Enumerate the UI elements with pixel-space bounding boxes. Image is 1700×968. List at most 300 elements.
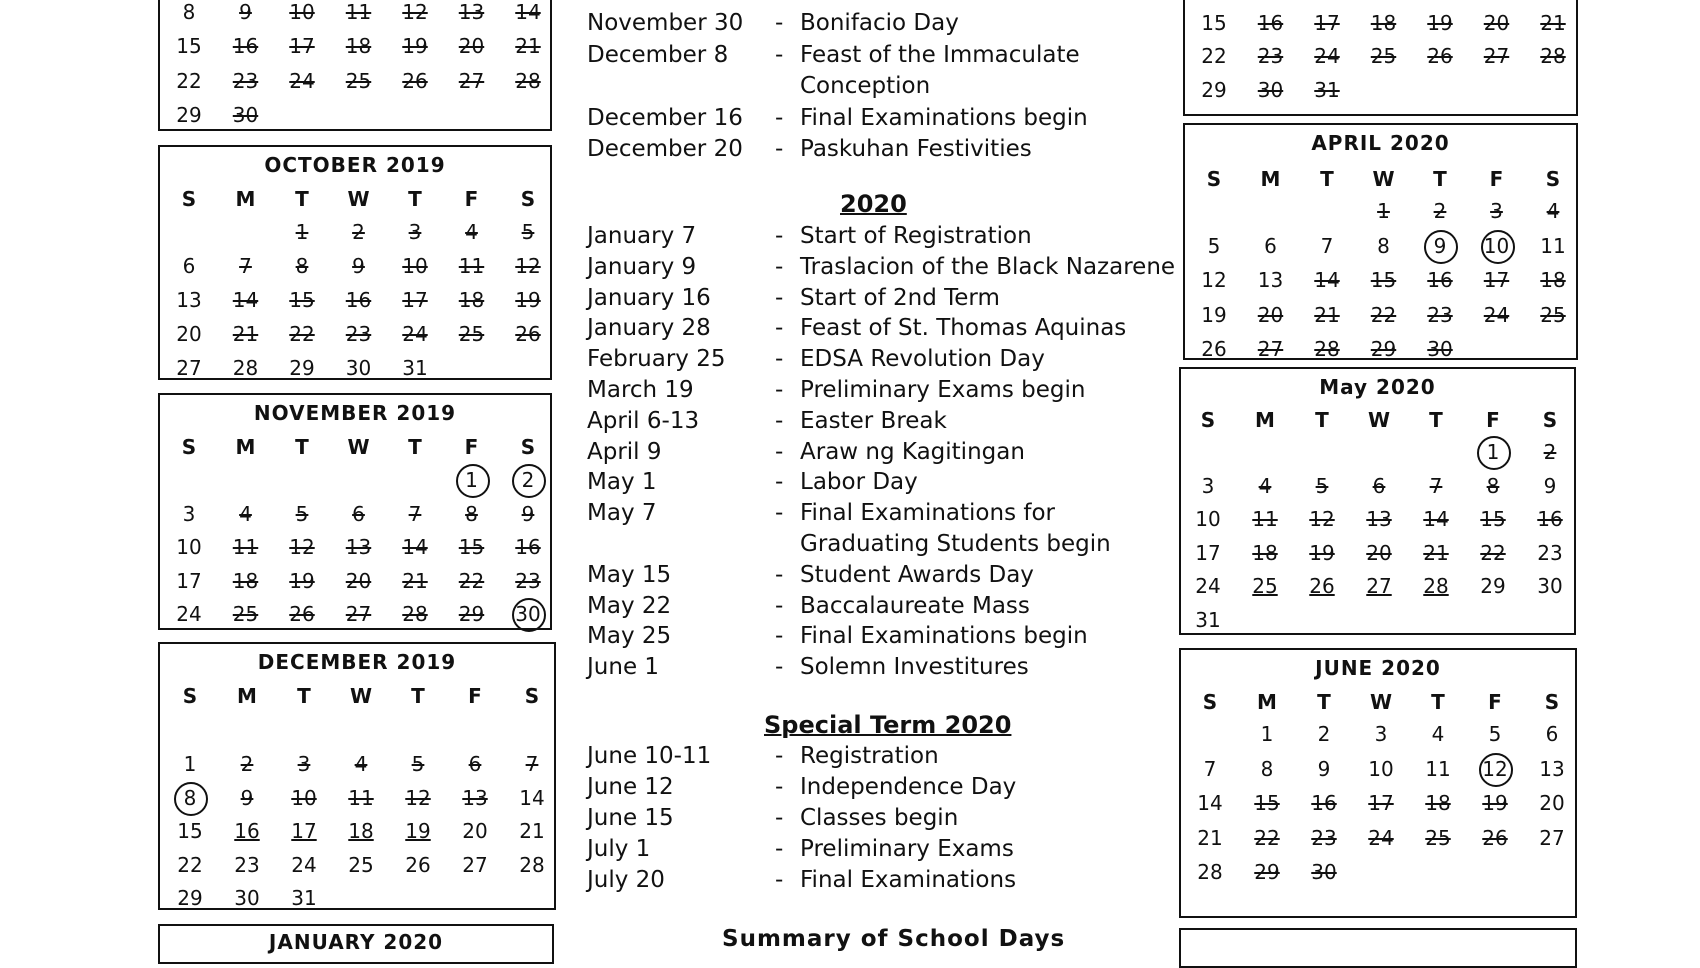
event-separator: - [775, 284, 784, 311]
calendar-day-class: 18 [232, 568, 259, 593]
calendar-day-class: 2 [352, 220, 365, 244]
event-name-continued: Conception [800, 73, 931, 99]
event-separator: - [775, 253, 784, 280]
calendar-day-class: 6 [352, 501, 365, 526]
calendar-day-class: 21 [1314, 302, 1340, 327]
weekday-header: W [1369, 690, 1393, 714]
event-name: Preliminary Exams begin [800, 377, 1086, 403]
calendar-day-class: 27 [458, 69, 485, 93]
event-name: Araw ng Kagitingan [800, 438, 1025, 465]
calendar-day-class: 24 [1483, 302, 1510, 327]
event-separator: - [775, 41, 784, 68]
calendar-day-class: 7 [408, 501, 422, 526]
calendar-day-class: 16 [1311, 791, 1337, 815]
calendar-day-class: 15 [1480, 507, 1506, 531]
calendar-title: OCTOBER 2019 [264, 153, 446, 177]
calendar-day: 6 [182, 254, 196, 278]
calendar-day-class: 3 [1490, 199, 1503, 223]
event-date: January 28 [587, 315, 711, 342]
calendar-day-class: 16 [1427, 268, 1453, 292]
calendar-day: 29 [289, 356, 315, 380]
weekday-header: S [1545, 167, 1561, 191]
calendar-day-class: 11 [345, 0, 372, 24]
calendar-day: 28 [519, 852, 545, 877]
calendar-day: 6 [1264, 233, 1277, 258]
calendar-day-class: 10 [289, 0, 315, 24]
calendar-day: 26 [1201, 337, 1227, 361]
calendar-day: 20 [462, 819, 488, 843]
calendar-day-class: 20 [1483, 11, 1510, 35]
event-separator: - [775, 469, 784, 496]
weekday-header: T [1429, 408, 1443, 432]
event-name: Bonifacio Day [800, 10, 959, 36]
calendar-day-class: 24 [289, 69, 315, 93]
event-separator: - [775, 223, 784, 249]
calendar-day: 28 [1197, 860, 1223, 884]
weekday-header: M [1257, 690, 1277, 714]
calendar-day: 26 [405, 852, 431, 877]
weekday-header: F [1486, 408, 1500, 432]
calendar-day: 27 [1539, 825, 1565, 850]
calendar-day: 22 [1201, 44, 1227, 68]
calendar-day-class: 29 [458, 602, 485, 626]
weekday-header: S [524, 684, 540, 708]
calendar-day-class: 8 [465, 501, 478, 526]
calendar-day-class: 1 [295, 220, 309, 244]
event-separator: - [775, 654, 784, 681]
event-name: Final Examinations begin [800, 623, 1088, 650]
calendar-day-class: 26 [1482, 825, 1508, 850]
calendar-day: 27 [462, 852, 488, 877]
calendar-day-class: 24 [1368, 825, 1394, 850]
weekday-header: M [1260, 167, 1281, 191]
calendar-day-class: 30 [1257, 78, 1284, 102]
calendar-day-class: 31 [1314, 78, 1340, 102]
event-separator: - [775, 500, 784, 527]
calendar-day: 21 [1197, 825, 1223, 850]
calendar-day-class: 11 [1252, 507, 1278, 531]
calendar-day: 22 [176, 69, 202, 93]
calendar-day-class: 4 [239, 501, 252, 526]
calendar-day: 23 [234, 852, 260, 877]
calendar-day: 3 [1374, 722, 1388, 746]
calendar-day-class: 17 [1368, 791, 1394, 815]
calendar-day: 13 [176, 288, 202, 312]
event-separator: - [775, 438, 784, 465]
event-name: Classes begin [800, 805, 959, 831]
calendar-day: 9 [1543, 473, 1557, 498]
calendar-title: JUNE 2020 [1315, 656, 1441, 680]
calendar-day-holiday: 30 [508, 602, 548, 626]
calendar-day-class: 21 [232, 322, 259, 346]
calendar-day-class: 26 [289, 602, 315, 626]
calendar-day: 16 [234, 819, 260, 843]
weekday-header: T [295, 187, 309, 211]
calendar-title: JANUARY 2020 [268, 930, 444, 954]
calendar-day-class: 22 [1254, 825, 1280, 850]
event-date: January 9 [587, 253, 697, 280]
event-date: July 1 [587, 836, 651, 862]
calendar-day: 25 [348, 852, 374, 877]
event-date: June 1 [587, 654, 660, 681]
calendar-day-class: 4 [354, 752, 368, 776]
weekday-header: S [182, 684, 198, 708]
calendar-day: 8 [1260, 756, 1274, 781]
weekday-header: F [464, 187, 479, 211]
event-name: Baccalaureate Mass [800, 592, 1030, 619]
weekday-header: F [1488, 690, 1502, 714]
calendar-day-class: 17 [402, 288, 428, 312]
calendar-day: 18 [348, 819, 374, 843]
calendar-day-class: 5 [521, 220, 535, 244]
calendar-day-class: 22 [1370, 302, 1397, 327]
calendar-day: 9 [1317, 756, 1331, 781]
calendar-day-class: 26 [515, 322, 541, 346]
calendar-day-class: 23 [345, 322, 372, 346]
calendar-day-class: 30 [1311, 860, 1337, 884]
weekday-header: F [1489, 167, 1504, 191]
weekday-header: F [468, 684, 482, 708]
calendar-day-class: 22 [1480, 540, 1506, 565]
event-separator: - [775, 407, 784, 434]
calendar-day: 13 [1257, 268, 1284, 292]
calendar-day-class: 28 [515, 69, 541, 93]
calendar-day-class: 7 [1429, 473, 1443, 498]
weekday-header: S [1200, 408, 1216, 432]
event-date: June 10-11 [587, 743, 712, 769]
weekday-header: M [1255, 408, 1275, 432]
weekday-header: F [464, 435, 479, 459]
weekday-header: W [347, 187, 370, 211]
event-name: Traslacion of the Black Nazarene [800, 253, 1176, 280]
weekday-header: W [1372, 167, 1395, 191]
event-name: EDSA Revolution Day [800, 346, 1045, 373]
weekday-header: S [1542, 408, 1558, 432]
calendar-day-class: 6 [1372, 473, 1386, 498]
calendar-day: 3 [182, 501, 196, 526]
calendar-day: 31 [291, 886, 317, 910]
event-name: Labor Day [800, 469, 918, 496]
calendar-day-class: 12 [402, 0, 428, 24]
calendar-day-class: 23 [232, 69, 259, 93]
calendar-july-2020-partial [1179, 928, 1577, 968]
summary-heading: Summary of School Days [722, 926, 1066, 952]
event-name: Start of 2nd Term [800, 284, 1000, 311]
calendar-may-2020 [1179, 367, 1576, 635]
weekday-header: M [237, 684, 257, 708]
calendar-day-class: 13 [458, 0, 485, 24]
calendar-day: 27 [1366, 574, 1392, 598]
calendar-day: 1 [183, 752, 197, 776]
calendar-day-class: 2 [1433, 199, 1447, 223]
calendar-day-class: 5 [411, 752, 425, 776]
calendar-day: 1 [1260, 722, 1274, 746]
calendar-day: 7 [1203, 756, 1217, 781]
weekday-header: S [1544, 690, 1560, 714]
calendar-day: 15 [1201, 11, 1227, 35]
calendar-day-class: 15 [289, 288, 315, 312]
heading-special-term: Special Term 2020 [764, 711, 1012, 739]
calendar-day: 17 [176, 568, 202, 593]
calendar-day: 11 [1425, 756, 1451, 781]
calendar-day-class: 27 [1483, 44, 1510, 68]
event-date: April 6-13 [587, 407, 700, 434]
calendar-day-class: 20 [458, 34, 485, 58]
event-name: Start of Registration [800, 223, 1032, 249]
calendar-day-class: 19 [1482, 791, 1508, 815]
calendar-day: 2 [1317, 722, 1331, 746]
calendar-day-class: 30 [1427, 337, 1453, 361]
calendar-day-class: 23 [1257, 44, 1284, 68]
calendar-day: 29 [177, 886, 203, 910]
calendar-title: May 2020 [1319, 375, 1436, 399]
calendar-day-class: 18 [1425, 791, 1451, 815]
calendar-day: 27 [176, 356, 202, 380]
calendar-day-class: 21 [1423, 540, 1449, 565]
calendar-day: 14 [519, 785, 545, 810]
calendar-day: 17 [1195, 540, 1221, 565]
calendar-october-2019 [158, 145, 552, 380]
calendar-april-2020 [1183, 123, 1578, 360]
event-date: July 20 [587, 867, 665, 893]
calendar-day-class: 17 [289, 34, 315, 58]
calendar-day: 17 [291, 819, 317, 843]
calendar-day-class: 9 [521, 501, 535, 526]
calendar-day-class: 26 [402, 69, 428, 93]
calendar-day-class: 8 [295, 254, 309, 278]
calendar-day-class: 24 [1314, 44, 1340, 68]
calendar-day: 3 [1201, 473, 1215, 498]
event-name: Preliminary Exams [800, 836, 1014, 862]
calendar-day-class: 13 [1366, 507, 1392, 531]
calendar-day: 24 [176, 602, 202, 626]
calendar-day-class: 21 [402, 568, 428, 593]
calendar-day: 21 [519, 819, 545, 843]
calendar-day-class: 14 [402, 535, 428, 559]
event-name: Solemn Investitures [800, 654, 1029, 681]
calendar-day-holiday: 9 [1420, 234, 1460, 258]
calendar-day-class: 18 [1370, 11, 1397, 35]
calendar-day-class: 16 [345, 288, 372, 312]
calendar-day-class: 22 [289, 322, 315, 346]
weekday-header: T [408, 187, 422, 211]
event-name-continued: Graduating Students begin [800, 531, 1111, 557]
calendar-day-class: 16 [515, 535, 541, 559]
weekday-header: T [411, 684, 425, 708]
weekday-header: T [1320, 167, 1334, 191]
calendar-day-class: 20 [345, 568, 372, 593]
calendar-day-class: 19 [1309, 540, 1335, 565]
calendar-day-class: 18 [458, 288, 485, 312]
event-date: December 20 [587, 136, 743, 162]
calendar-day-class: 9 [240, 785, 254, 810]
weekday-header: S [520, 187, 536, 211]
calendar-day: 14 [1197, 791, 1223, 815]
calendar-title: DECEMBER 2019 [257, 650, 457, 674]
event-separator: - [775, 561, 784, 588]
weekday-header: S [1202, 690, 1218, 714]
calendar-day-class: 11 [458, 254, 485, 278]
calendar-day: 30 [234, 886, 260, 910]
calendar-day-class: 18 [1540, 268, 1566, 292]
event-name: Final Examinations begin [800, 104, 1088, 131]
calendar-day-class: 8 [1486, 473, 1500, 498]
calendar-day-class: 16 [1257, 11, 1284, 35]
calendar-day-class: 20 [1257, 302, 1284, 327]
calendar-day-class: 14 [1314, 268, 1340, 292]
event-separator: - [775, 346, 784, 373]
calendar-day: 28 [1423, 574, 1449, 598]
calendar-day: 7 [1320, 233, 1334, 258]
calendar-day-class: 14 [232, 288, 259, 312]
weekday-header: W [349, 684, 373, 708]
calendar-day-class: 3 [297, 752, 311, 776]
calendar-day-class: 5 [295, 501, 309, 526]
calendar-day-class: 25 [1370, 44, 1397, 68]
calendar-day-class: 28 [402, 602, 428, 626]
calendar-day-class: 13 [462, 785, 488, 810]
calendar-day: 10 [1195, 507, 1221, 531]
calendar-day-class: 23 [515, 568, 541, 593]
calendar-day-class: 25 [1540, 302, 1566, 327]
calendar-day-class: 11 [232, 535, 259, 559]
weekday-header: S [520, 435, 536, 459]
calendar-day-class: 24 [402, 322, 428, 346]
event-separator: - [775, 743, 784, 769]
event-name: Feast of the Immaculate [800, 41, 1080, 68]
calendar-day-class: 19 [515, 288, 541, 312]
event-name: Student Awards Day [800, 561, 1034, 588]
calendar-day: 19 [1201, 302, 1227, 327]
calendar-day-class: 13 [345, 535, 372, 559]
event-date: May 25 [587, 623, 672, 650]
event-date: May 7 [587, 500, 657, 527]
calendar-day-holiday: 8 [170, 786, 210, 810]
weekday-header: S [1206, 167, 1222, 191]
calendar-day-class: 29 [1370, 337, 1397, 361]
calendar-day-class: 27 [1257, 337, 1284, 361]
calendar-day-class: 12 [405, 785, 431, 810]
calendar-day-class: 28 [1540, 44, 1566, 68]
event-separator: - [775, 104, 784, 131]
weekday-header: W [347, 435, 370, 459]
calendar-day-class: 16 [1537, 507, 1563, 531]
event-separator: - [775, 836, 784, 862]
calendar-november-2019 [158, 393, 552, 630]
calendar-day: 5 [1488, 722, 1502, 746]
calendar-day: 15 [177, 819, 203, 843]
event-separator: - [775, 136, 784, 162]
event-date: May 1 [587, 469, 657, 496]
calendar-day: 13 [1539, 756, 1565, 781]
calendar-day-class: 25 [1425, 825, 1451, 850]
event-date: December 8 [587, 41, 729, 68]
calendar-day-class: 28 [1314, 337, 1340, 361]
event-date: February 25 [587, 346, 726, 373]
weekday-header: T [1317, 690, 1331, 714]
calendar-day-class: 9 [352, 254, 365, 278]
calendar-day-holiday: 10 [1477, 234, 1517, 258]
event-date: December 16 [587, 104, 743, 131]
event-separator: - [775, 623, 784, 650]
calendar-day-class: 29 [1254, 860, 1280, 884]
calendar-march-2020 [1183, 0, 1578, 116]
calendar-day-class: 21 [1540, 11, 1566, 35]
event-name: Final Examinations [800, 867, 1017, 893]
calendar-day-class: 18 [1252, 540, 1278, 565]
calendar-day: 30 [1537, 574, 1563, 598]
calendar-january-2020-partial [158, 924, 554, 964]
event-date: November 30 [587, 10, 744, 36]
calendar-day-class: 12 [515, 254, 541, 278]
calendar-day-class: 23 [1311, 825, 1337, 850]
calendar-day-class: 15 [1370, 268, 1397, 292]
calendar-day: 24 [1195, 574, 1221, 598]
calendar-day-holiday: 12 [1475, 757, 1515, 781]
calendar-day: 31 [402, 356, 428, 380]
event-date: January 16 [587, 284, 711, 311]
calendar-day: 25 [1252, 574, 1278, 598]
weekday-header: T [295, 435, 309, 459]
heading-2020: 2020 [840, 190, 907, 218]
calendar-day: 26 [1309, 574, 1335, 598]
weekday-header: M [235, 435, 256, 459]
calendar-day-class: 2 [240, 752, 254, 776]
event-separator: - [775, 377, 784, 403]
event-separator: - [775, 867, 784, 893]
calendar-day: 23 [1537, 540, 1563, 565]
calendar-day-holiday: 1 [452, 468, 492, 492]
calendar-day: 24 [291, 852, 317, 877]
calendar-day-class: 14 [1423, 507, 1449, 531]
event-date: June 15 [587, 805, 674, 831]
weekday-header: T [1315, 408, 1329, 432]
calendar-day: 29 [176, 103, 202, 127]
calendar-day-class: 20 [1366, 540, 1392, 565]
calendar-day: 15 [176, 34, 202, 58]
calendar-day-class: 22 [458, 568, 485, 593]
calendar-day-class: 27 [345, 602, 372, 626]
calendar-day-class: 2 [1543, 440, 1557, 464]
calendar-day: 22 [177, 852, 203, 877]
calendar-day-class: 18 [345, 34, 372, 58]
event-name: Easter Break [800, 407, 947, 434]
event-date: June 12 [587, 774, 674, 800]
calendar-day: 30 [345, 356, 372, 380]
weekday-header: T [408, 435, 422, 459]
calendar-day-class: 14 [515, 0, 541, 24]
calendar-day: 10 [1368, 756, 1394, 781]
calendar-day-class: 25 [458, 322, 485, 346]
calendar-day: 8 [1377, 233, 1390, 258]
event-date: January 7 [587, 223, 697, 249]
weekday-header: S [181, 187, 197, 211]
event-name: Final Examinations for [800, 500, 1055, 527]
calendar-day: 12 [1201, 268, 1227, 292]
calendar-day: 8 [182, 0, 196, 24]
calendar-day-class: 4 [1258, 473, 1272, 498]
event-name: Independence Day [800, 774, 1017, 800]
weekday-header: W [1367, 408, 1391, 432]
event-date: May 15 [587, 561, 672, 588]
event-name: Feast of St. Thomas Aquinas [800, 315, 1127, 342]
calendar-day: 20 [1539, 791, 1565, 815]
weekday-header: M [235, 187, 256, 211]
event-separator: - [775, 592, 784, 619]
event-date: March 19 [587, 377, 694, 403]
weekday-header: T [1433, 167, 1447, 191]
event-separator: - [775, 805, 784, 831]
